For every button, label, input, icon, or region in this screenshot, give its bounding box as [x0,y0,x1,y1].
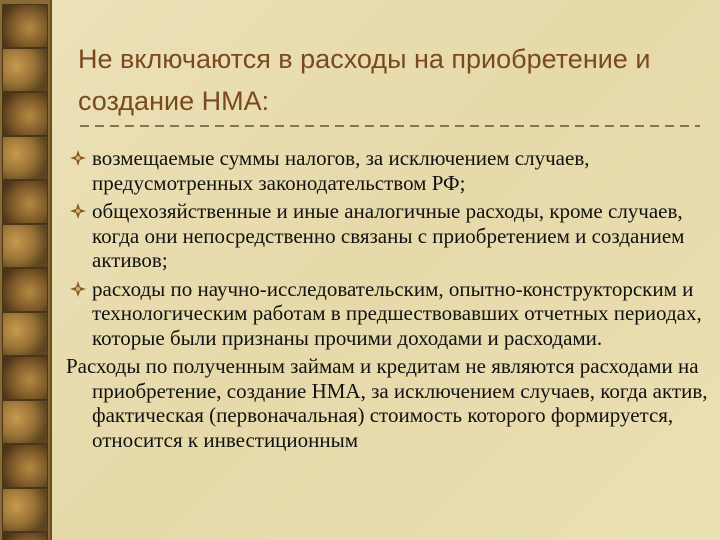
bullet-text: расходы по научно-исследовательским, опытно-конструкторским и технологическим работам в предшествовавших отчетных периодах, которые были признаны прочими доходами и расходами. [92,276,702,350]
star-bullet-icon [70,203,86,219]
bullet-item [66,277,716,351]
bullet-text: возмещаемые суммы налогов, за исключением случаев, предусмотренных законодательством РФ; [92,146,590,195]
title-divider [80,122,700,130]
bullet-item [66,199,716,273]
slide-title: Не включаются в расходы на приобретение и создание НМА: [78,44,651,116]
bullet-text: общехозяйственные и иные аналогичные расходы, кроме случаев, когда они непосредственно связаны с приобретением и созданием активов; [92,199,685,272]
star-bullet-icon [70,281,86,297]
slide-content [66,146,716,452]
decorative-side-strip [0,0,52,540]
bullet-item [66,146,716,195]
star-bullet-icon [70,150,86,166]
closing-paragraph: Расходы по полученным займам и кредитам не являются расходами на приобретение, создание НМА, за исключением случаев, когда актив, фактическая (первоначальная) стоимость которого формируется, относится к инвестиционным [66,354,708,452]
